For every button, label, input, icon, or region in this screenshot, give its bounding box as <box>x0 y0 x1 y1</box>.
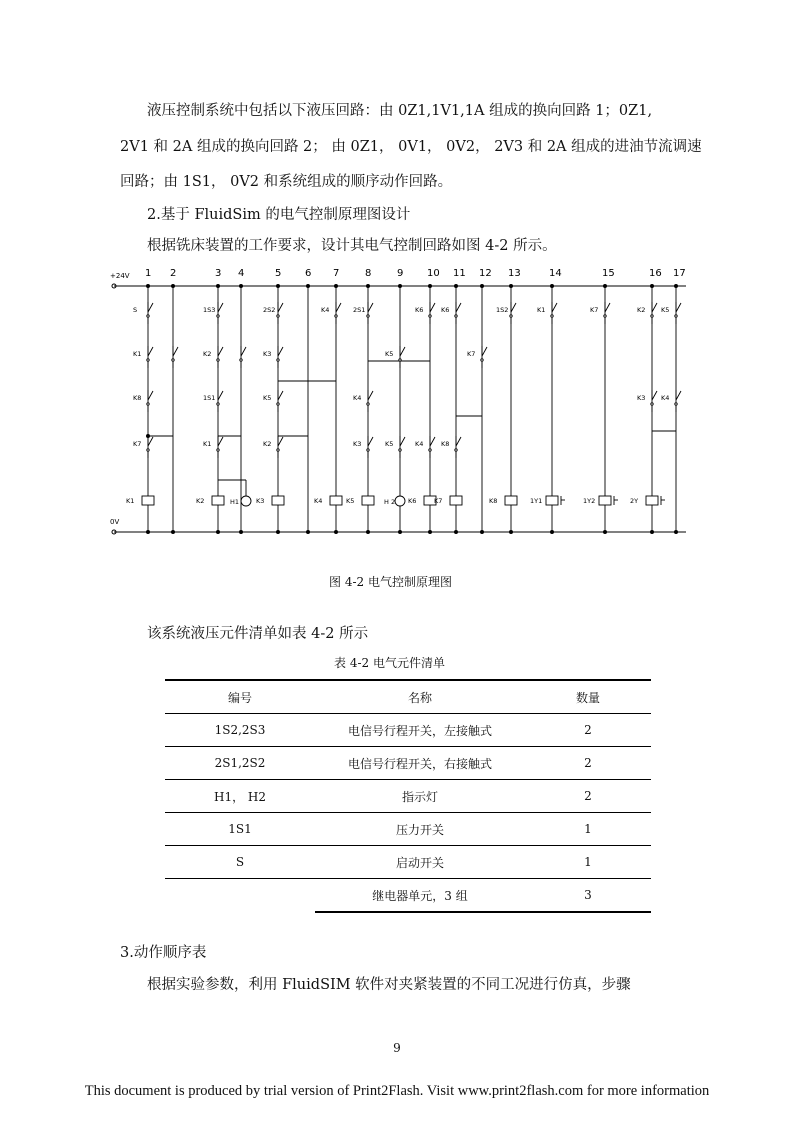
paragraph-line: 回路；由 1S1， 0V2 和系统组成的顺序动作回路。 <box>120 174 453 190</box>
contact-terminal <box>510 315 512 317</box>
table-cell: S <box>165 846 315 879</box>
wire <box>368 391 373 400</box>
wire <box>652 303 657 312</box>
wire <box>511 303 516 312</box>
contact-terminal <box>172 359 174 361</box>
junction-dot <box>650 530 654 534</box>
junction-dot <box>366 530 370 534</box>
contact-terminal <box>277 359 279 361</box>
wire <box>676 303 681 312</box>
contact-terminal <box>399 359 401 361</box>
junction-dot <box>454 284 458 288</box>
contact-terminal <box>277 315 279 317</box>
component-label: H1 <box>230 498 240 506</box>
contact-terminal <box>651 403 653 405</box>
table-cell: 1 <box>525 846 651 879</box>
junction-dot <box>480 284 484 288</box>
junction-dot <box>398 284 402 288</box>
table-row <box>165 780 651 813</box>
junction-dot <box>216 530 220 534</box>
table-cell: 1S2,2S3 <box>165 714 315 747</box>
junction-dot <box>550 530 554 534</box>
column-number: 10 <box>427 268 440 279</box>
junction-dot <box>550 284 554 288</box>
component-label: 1S3 <box>203 306 216 314</box>
table-cell: H1， H2 <box>165 780 315 813</box>
column-number: 8 <box>365 268 372 279</box>
junction-dot <box>239 530 243 534</box>
column-number: 13 <box>508 268 521 279</box>
wire <box>278 303 283 312</box>
wire <box>552 303 557 312</box>
wire <box>218 303 223 312</box>
junction-dot <box>674 284 678 288</box>
column-number: 11 <box>453 268 466 279</box>
wire <box>652 391 657 400</box>
supply-zero-label: 0V <box>110 518 120 526</box>
contact-terminal <box>367 315 369 317</box>
paragraph-line: 2V1 和 2A 组成的换向回路 2； 由 0Z1， 0V1， 0V2， 2V3 和 2A 组成的进油节流调速 <box>120 139 702 155</box>
table-header-cell: 编号 <box>165 680 315 714</box>
wire <box>400 347 405 356</box>
table-row <box>165 846 651 879</box>
contact-terminal <box>147 449 149 451</box>
component-table <box>165 679 651 913</box>
component-label: K6 <box>415 306 424 314</box>
wire <box>218 347 223 356</box>
junction-dot <box>171 284 175 288</box>
contact-terminal <box>455 449 457 451</box>
junction-dot <box>171 530 175 534</box>
junction-dot <box>480 530 484 534</box>
table-row <box>165 879 651 913</box>
relay-coil <box>272 496 284 505</box>
paragraph-line: 根据实验参数，利用 FluidSIM 软件对夹紧装置的不同工况进行仿真，步骤 <box>147 977 631 993</box>
relay-coil <box>142 496 154 505</box>
junction-dot <box>146 284 150 288</box>
component-label: K7 <box>590 306 599 314</box>
wire <box>173 347 178 356</box>
wire <box>368 437 373 446</box>
component-label: K6 <box>441 306 450 314</box>
table-cell: 压力开关 <box>315 813 525 846</box>
wire <box>148 391 153 400</box>
table-cell: 1 <box>525 813 651 846</box>
column-number: 3 <box>215 268 222 279</box>
contact-terminal <box>651 315 653 317</box>
table-cell: 电信号行程开关，右接触式 <box>315 747 525 780</box>
component-label: K1 <box>203 440 212 448</box>
trial-watermark-footer: This document is produced by trial version of Print2Flash. Visit www.print2flash.com for more information <box>84 1083 710 1099</box>
component-label: K5 <box>385 440 394 448</box>
junction-dot <box>334 284 338 288</box>
junction-dot <box>398 530 402 534</box>
wire <box>456 303 461 312</box>
component-label: 2S2 <box>263 306 276 314</box>
contact-terminal <box>217 403 219 405</box>
component-label: 1Y2 <box>583 497 596 505</box>
contact-terminal <box>675 315 677 317</box>
paragraph-line: 该系统液压元件清单如表 4-2 所示 <box>147 626 369 642</box>
wire <box>218 437 223 446</box>
column-number: 2 <box>170 268 177 279</box>
table-cell: 3 <box>525 879 651 913</box>
contact-terminal <box>147 315 149 317</box>
section-heading: 3.动作顺序表 <box>120 945 207 961</box>
contact-terminal <box>240 359 242 361</box>
component-label: K2 <box>196 497 205 505</box>
relay-coil <box>330 496 342 505</box>
column-number: 14 <box>549 268 562 279</box>
junction-dot <box>650 284 654 288</box>
junction-dot <box>239 284 243 288</box>
contact-terminal <box>429 449 431 451</box>
contact-terminal <box>604 315 606 317</box>
component-label: K2 <box>637 306 646 314</box>
component-label: K5 <box>346 497 355 505</box>
indicator-lamp <box>395 496 405 506</box>
junction-dot <box>428 284 432 288</box>
column-number: 17 <box>673 268 686 279</box>
table-cell: 1S1 <box>165 813 315 846</box>
component-label: K1 <box>126 497 135 505</box>
wire <box>456 437 461 446</box>
table-cell: 2 <box>525 747 651 780</box>
relay-coil <box>362 496 374 505</box>
column-number: 12 <box>479 268 492 279</box>
column-number: 16 <box>649 268 662 279</box>
page-number: 9 <box>393 1041 401 1055</box>
contact-terminal <box>147 403 149 405</box>
component-label: K1 <box>133 350 142 358</box>
solenoid-coil <box>646 496 658 505</box>
table-header-row <box>165 680 651 714</box>
table-cell: 指示灯 <box>315 780 525 813</box>
contact-terminal <box>277 403 279 405</box>
component-label: K2 <box>263 440 272 448</box>
component-label: 2S1 <box>353 306 366 314</box>
component-label: H 2 <box>384 498 396 506</box>
component-label: K1 <box>537 306 546 314</box>
contact-terminal <box>429 315 431 317</box>
component-label: 1S1 <box>203 394 216 402</box>
junction-dot <box>366 284 370 288</box>
junction-dot <box>216 284 220 288</box>
junction-dot <box>603 284 607 288</box>
wire <box>368 303 373 312</box>
table-cell: 继电器单元，3 组 <box>315 879 525 913</box>
component-label: 1Y1 <box>530 497 543 505</box>
table-cell: 电信号行程开关，左接触式 <box>315 714 525 747</box>
table-row <box>165 714 651 747</box>
component-label: K7 <box>467 350 476 358</box>
component-label: K4 <box>314 497 323 505</box>
paragraph-line: 根据铣床装置的工作要求，设计其电气控制回路如图 4-2 所示。 <box>147 238 557 254</box>
contact-terminal <box>147 359 149 361</box>
supply-positive-label: +24V <box>110 272 130 280</box>
junction-dot <box>334 530 338 534</box>
column-number: 7 <box>333 268 340 279</box>
component-label: K5 <box>385 350 394 358</box>
relay-coil <box>450 496 462 505</box>
component-label: K8 <box>133 394 142 402</box>
relay-coil <box>212 496 224 505</box>
table-caption: 表 4-2 电气元件清单 <box>334 656 445 670</box>
contact-terminal <box>335 315 337 317</box>
wire <box>148 347 153 356</box>
contact-terminal <box>455 315 457 317</box>
component-label: K7 <box>133 440 142 448</box>
contact-terminal <box>217 359 219 361</box>
column-number: 6 <box>305 268 312 279</box>
contact-terminal <box>481 359 483 361</box>
column-number: 5 <box>275 268 282 279</box>
component-label: K8 <box>489 497 498 505</box>
component-label: K4 <box>353 394 362 402</box>
contact-terminal <box>675 403 677 405</box>
junction-dot <box>454 530 458 534</box>
figure-caption: 图 4-2 电气控制原理图 <box>329 575 452 589</box>
component-label: K7 <box>434 497 443 505</box>
component-label: S <box>133 306 138 314</box>
wire <box>336 303 341 312</box>
wire <box>676 391 681 400</box>
wire <box>241 347 246 356</box>
table-row <box>165 747 651 780</box>
wire <box>148 437 153 446</box>
junction-dot <box>674 530 678 534</box>
relay-coil <box>505 496 517 505</box>
table-cell: 启动开关 <box>315 846 525 879</box>
junction-dot <box>306 284 310 288</box>
column-number: 4 <box>238 268 245 279</box>
wire <box>605 303 610 312</box>
wire <box>482 347 487 356</box>
contact-terminal <box>217 315 219 317</box>
wire <box>148 303 153 312</box>
component-label: 1S2 <box>496 306 509 314</box>
contact-terminal <box>399 449 401 451</box>
column-number: 1 <box>145 268 152 279</box>
indicator-lamp <box>241 496 251 506</box>
wire <box>278 391 283 400</box>
solenoid-coil <box>599 496 611 505</box>
junction-dot <box>306 530 310 534</box>
contact-terminal <box>367 449 369 451</box>
component-label: K6 <box>408 497 417 505</box>
table-header-cell: 名称 <box>315 680 525 714</box>
wire <box>278 437 283 446</box>
contact-terminal <box>217 449 219 451</box>
component-label: K2 <box>203 350 212 358</box>
wire <box>278 347 283 356</box>
component-label: K4 <box>321 306 330 314</box>
table-cell: 2 <box>525 714 651 747</box>
component-label: K5 <box>661 306 670 314</box>
section-heading: 2.基于 FluidSim 的电气控制原理图设计 <box>147 207 411 223</box>
component-label: K3 <box>637 394 646 402</box>
wire <box>430 303 435 312</box>
junction-dot <box>276 530 280 534</box>
junction-dot <box>603 530 607 534</box>
column-number: 15 <box>602 268 615 279</box>
component-label: 2Y <box>630 497 639 505</box>
component-label: K4 <box>415 440 424 448</box>
solenoid-coil <box>546 496 558 505</box>
junction-dot <box>428 530 432 534</box>
paragraph-line: 液压控制系统中包括以下液压回路：由 0Z1,1V1,1A 组成的换向回路 1；0Z1, <box>147 103 653 119</box>
junction-dot <box>146 530 150 534</box>
component-label: K5 <box>263 394 272 402</box>
contact-terminal <box>551 315 553 317</box>
component-label: K3 <box>256 497 265 505</box>
junction-dot <box>146 434 150 438</box>
wire <box>400 437 405 446</box>
component-label: K4 <box>661 394 670 402</box>
table-cell <box>165 879 315 913</box>
junction-dot <box>509 284 513 288</box>
wire <box>218 391 223 400</box>
junction-dot <box>509 530 513 534</box>
contact-terminal <box>277 449 279 451</box>
component-label: K3 <box>263 350 272 358</box>
column-number: 9 <box>397 268 404 279</box>
component-label: K3 <box>353 440 362 448</box>
table-header-cell: 数量 <box>525 680 651 714</box>
table-cell: 2 <box>525 780 651 813</box>
contact-terminal <box>367 403 369 405</box>
wire <box>430 437 435 446</box>
table-row <box>165 813 651 846</box>
table-cell: 2S1,2S2 <box>165 747 315 780</box>
electrical-control-schematic <box>108 266 688 546</box>
component-label: K8 <box>441 440 450 448</box>
junction-dot <box>276 284 280 288</box>
